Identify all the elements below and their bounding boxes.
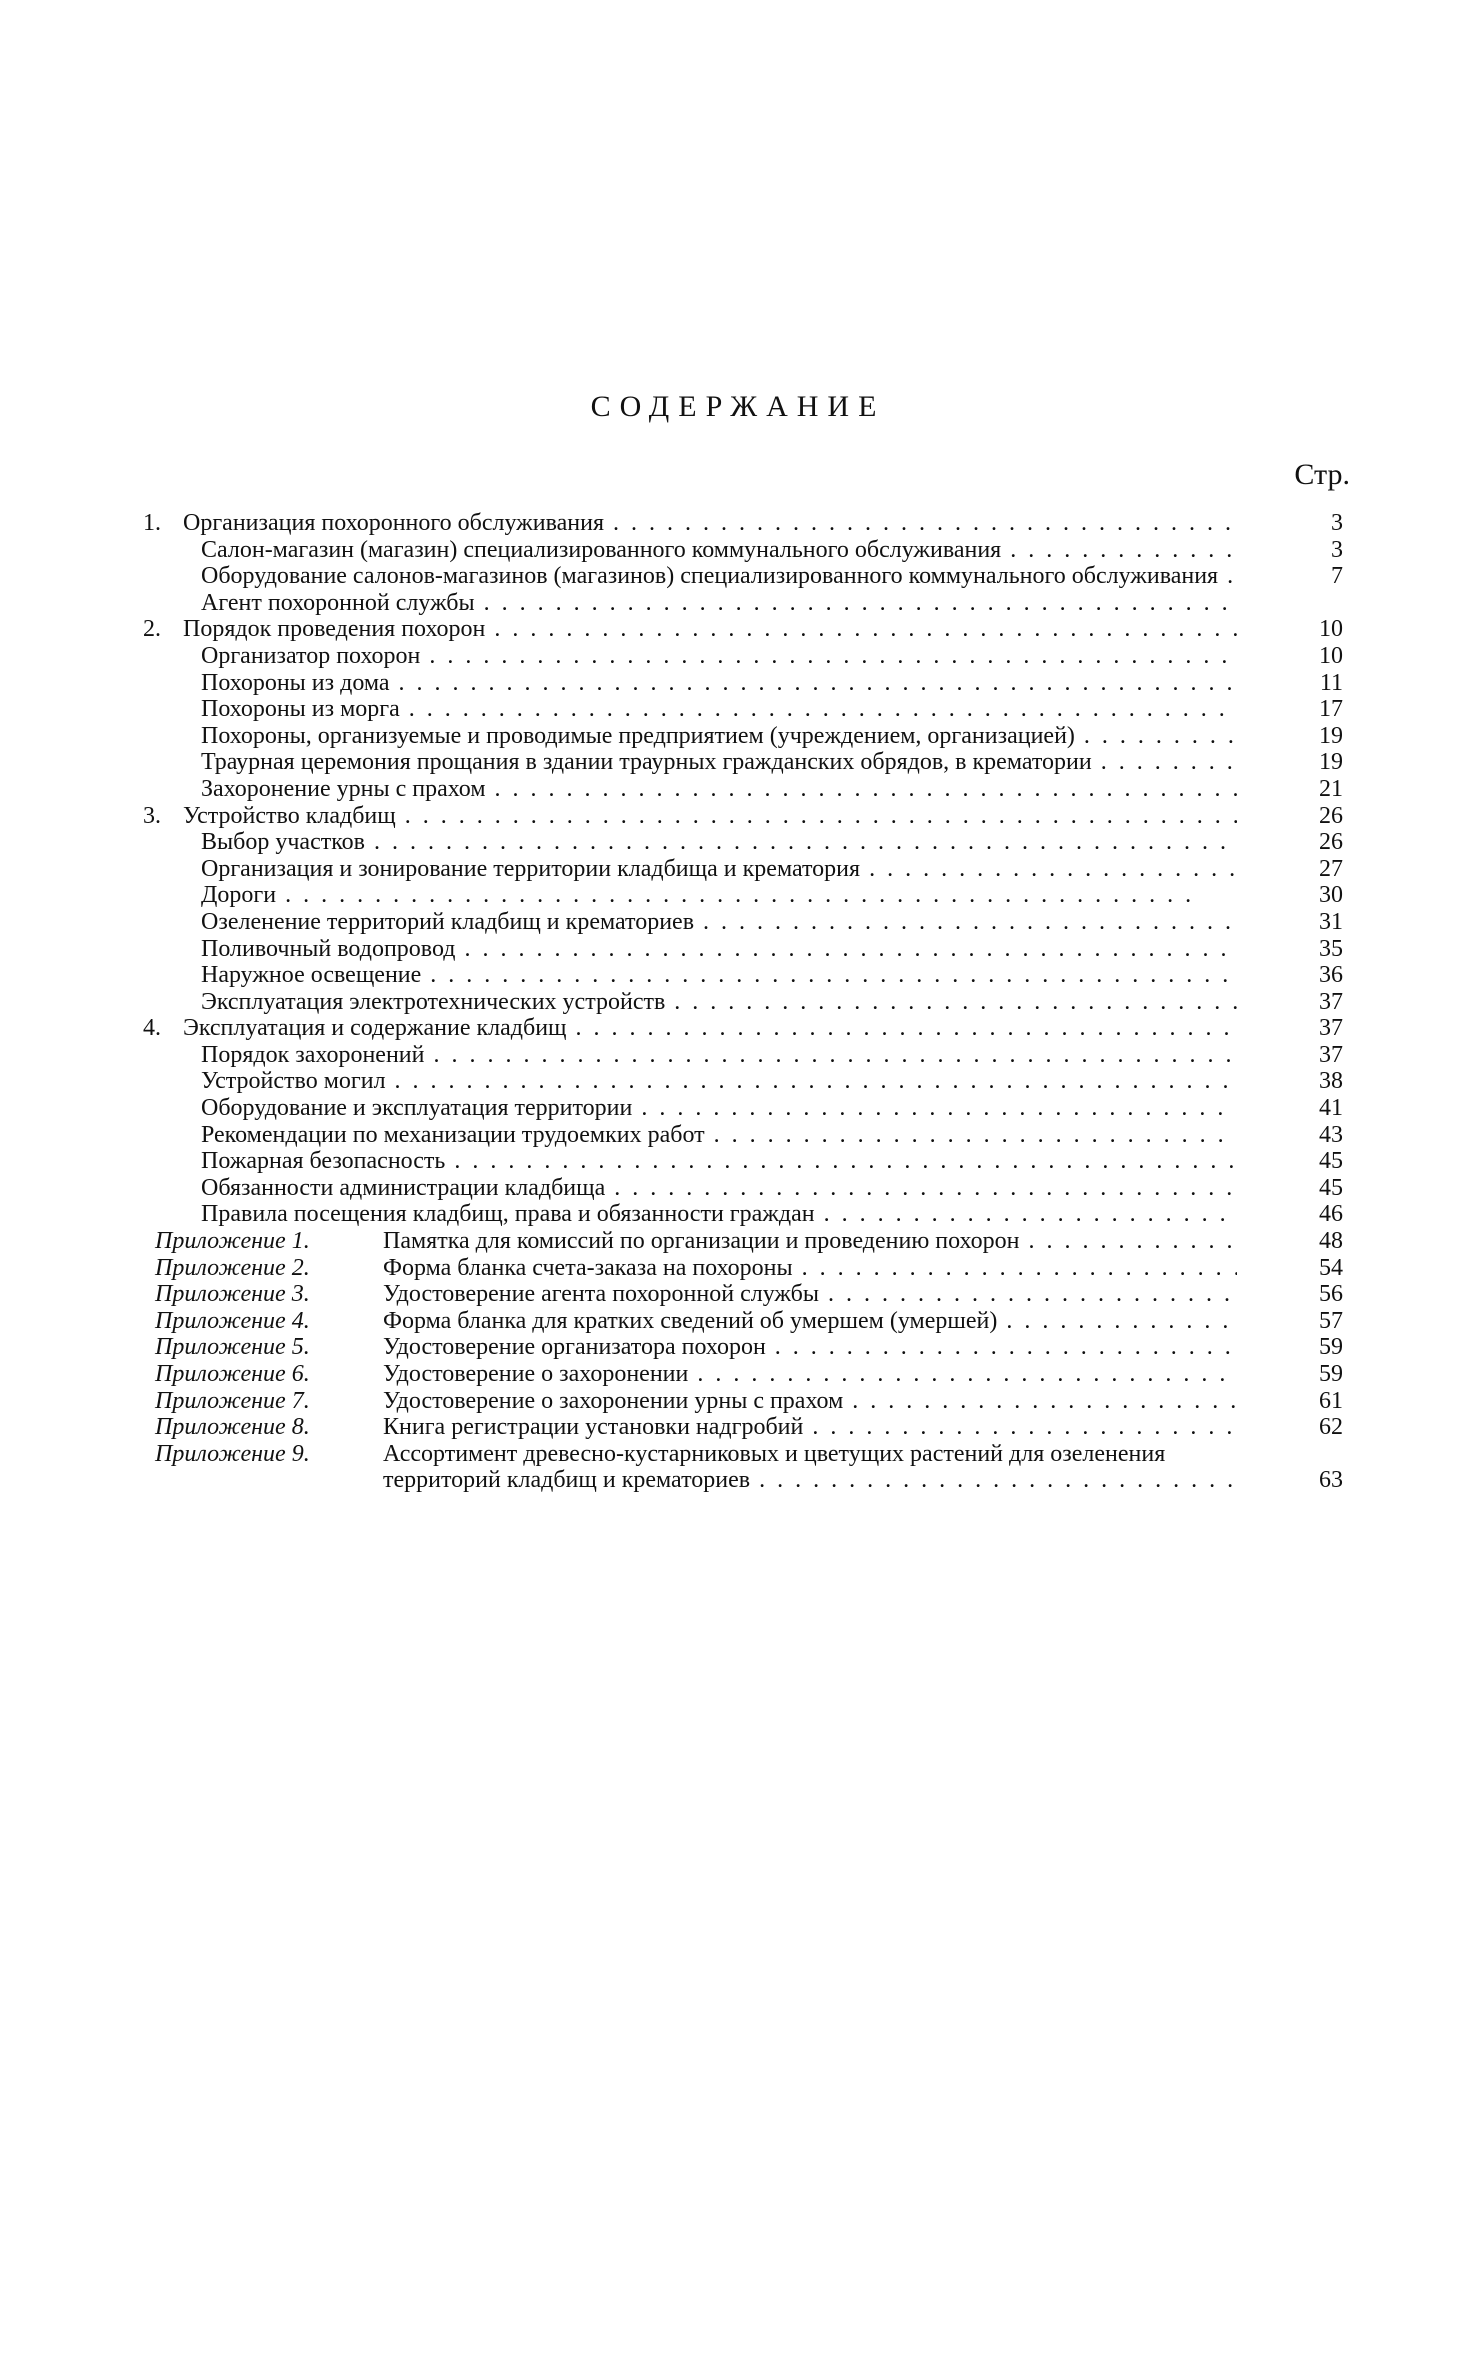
page-number: 43 (1319, 1121, 1343, 1148)
toc-item (143, 989, 1343, 1016)
toc-item (143, 723, 1343, 750)
toc-appendix (143, 1334, 1343, 1361)
entry-title: Оборудование и эксплуатация территории . . (201, 1095, 1237, 1122)
entry-title: Ассортимент древесно-кустарниковых и цветущих растений для озеленения территорий кладбищ и крематориев . . (383, 1441, 1237, 1494)
toc-section (143, 616, 1343, 643)
page-number: 38 (1319, 1068, 1343, 1095)
entry-title: Организация похоронного обслуживания . . (183, 510, 1237, 537)
toc-item (143, 563, 1343, 590)
toc-section (143, 803, 1343, 830)
entry-title: Устройство кладбищ . . (183, 803, 1237, 830)
page-number: 46 (1319, 1201, 1343, 1228)
toc-appendix (143, 1228, 1343, 1255)
entry-title: Оборудование салонов-магазинов (магазинов) специализированного коммунального обслуживания . . (201, 563, 1237, 590)
toc-item (143, 856, 1343, 883)
appendix-label: Приложение 2. (155, 1254, 310, 1281)
page-number: 26 (1319, 829, 1343, 856)
page-number: 10 (1319, 616, 1343, 643)
page-number: 19 (1319, 749, 1343, 776)
entry-title: Похороны из дома . . (201, 670, 1237, 697)
appendix-label: Приложение 5. (155, 1334, 310, 1361)
toc-appendix (143, 1388, 1343, 1415)
entry-title: Удостоверение о захоронении урны с прахом . . (383, 1388, 1237, 1415)
entry-title: Эксплуатация электротехнических устройств . . (201, 989, 1237, 1016)
page-number: 59 (1319, 1361, 1343, 1387)
page-number: 35 (1319, 935, 1343, 962)
entry-title: Наружное освещение . . (201, 962, 1237, 989)
section-number: 3. (143, 802, 161, 829)
page-number: 63 (1319, 1467, 1343, 1494)
appendix-label: Приложение 4. (155, 1307, 310, 1334)
entry-title: Эксплуатация и содержание кладбищ . . (183, 1015, 1237, 1042)
toc-item (143, 1201, 1343, 1228)
page-number: 27 (1319, 855, 1343, 882)
entry-title: Книга регистрации установки надгробий . . (383, 1414, 1237, 1441)
table-of-contents (143, 510, 1343, 1494)
entry-title: Рекомендации по механизации трудоемких работ . . (201, 1122, 1237, 1149)
page-title: СОДЕРЖАНИЕ (590, 390, 886, 423)
entry-title: Траурная церемония прощания в здании траурных гражданских обрядов, в крематории . . (201, 749, 1237, 776)
entry-title: Форма бланка счета-заказа на похороны . . (383, 1255, 1237, 1282)
toc-item (143, 1122, 1343, 1149)
toc-item (143, 590, 1343, 617)
page-number: 37 (1319, 988, 1343, 1015)
section-number: 4. (143, 1015, 161, 1042)
page-number: 45 (1319, 1148, 1343, 1175)
appendix-label: Приложение 6. (155, 1361, 310, 1387)
toc-item (143, 1175, 1343, 1202)
page-number: 59 (1319, 1334, 1343, 1361)
toc-item (143, 909, 1343, 936)
toc-appendix (143, 1441, 1343, 1494)
entry-title: Похороны, организуемые и проводимые предприятием (учреждением, организацией) . . (201, 723, 1237, 750)
toc-item (143, 1148, 1343, 1175)
toc-appendix (143, 1361, 1343, 1388)
page-number: 54 (1319, 1254, 1343, 1281)
entry-title: Поливочный водопровод . . (201, 936, 1237, 963)
section-number: 1. (143, 510, 161, 536)
appendix-label: Приложение 9. (155, 1440, 310, 1467)
appendix-label: Приложение 1. (155, 1228, 310, 1255)
toc-item (143, 1042, 1343, 1069)
page-number: 10 (1319, 642, 1343, 669)
toc-item (143, 1095, 1343, 1122)
entry-title: Обязанности администрации кладбища . . (201, 1175, 1237, 1202)
page-number: 30 (1319, 882, 1343, 909)
toc-item (143, 962, 1343, 989)
toc-item (143, 776, 1343, 803)
page-number: 37 (1319, 1041, 1343, 1068)
page-number: 21 (1319, 775, 1343, 802)
entry-title: Порядок проведения похорон . . (183, 616, 1237, 643)
page-number: 3 (1331, 510, 1343, 536)
entry-title: Салон-магазин (магазин) специализированного коммунального обслуживания . . (201, 537, 1237, 564)
entry-title: Удостоверение агента похоронной службы . . (383, 1281, 1237, 1308)
page-number: 36 (1319, 962, 1343, 989)
toc-appendix (143, 1414, 1343, 1441)
section-number: 2. (143, 616, 161, 643)
toc-item (143, 696, 1343, 723)
entry-title: Агент похоронной службы . . (201, 590, 1237, 617)
toc-item (143, 749, 1343, 776)
entry-title: Выбор участков . . (201, 829, 1237, 856)
page-number: 48 (1319, 1228, 1343, 1255)
entry-title: Форма бланка для кратких сведений об умершем (умершей) . . (383, 1308, 1237, 1335)
entry-title: Пожарная безопасность . . (201, 1148, 1237, 1175)
page-number: 19 (1319, 722, 1343, 749)
toc-item (143, 670, 1343, 697)
page-number: 7 (1331, 563, 1343, 590)
entry-title: Дороги . . (201, 882, 1237, 909)
entry-title: Устройство могил . . (201, 1068, 1237, 1095)
page-number: 3 (1331, 536, 1343, 563)
page-number: 41 (1319, 1095, 1343, 1122)
page-number: 45 (1319, 1174, 1343, 1201)
page-number: 26 (1319, 802, 1343, 829)
page-number: 37 (1319, 1015, 1343, 1042)
entry-title: Похороны из морга . . (201, 696, 1237, 723)
entry-title: Правила посещения кладбищ, права и обязанности граждан . . (201, 1201, 1237, 1228)
entry-title: Организация и зонирование территории кладбища и крематория . . (201, 856, 1237, 883)
toc-appendix (143, 1281, 1343, 1308)
toc-item (143, 882, 1343, 909)
appendix-label: Приложение 8. (155, 1414, 310, 1441)
entry-title: Удостоверение о захоронении . . (383, 1361, 1237, 1388)
page-number: 56 (1319, 1281, 1343, 1308)
toc-item (143, 829, 1343, 856)
toc-appendix (143, 1255, 1343, 1282)
page-column-label: Стр. (1294, 458, 1350, 491)
entry-title: Порядок захоронений . . (201, 1042, 1237, 1069)
toc-appendix (143, 1308, 1343, 1335)
entry-title: Захоронение урны с прахом . . (201, 776, 1237, 803)
entry-title: Озеленение территорий кладбищ и крематориев . . (201, 909, 1237, 936)
toc-item (143, 1068, 1343, 1095)
page-number: 17 (1319, 696, 1343, 723)
appendix-label: Приложение 7. (155, 1387, 310, 1414)
page-number: 61 (1319, 1387, 1343, 1414)
toc-item (143, 936, 1343, 963)
toc-item (143, 537, 1343, 564)
page-number: 57 (1319, 1307, 1343, 1334)
page-number: 11 (1319, 669, 1343, 696)
page-number: 31 (1319, 908, 1343, 935)
toc-item (143, 643, 1343, 670)
page-number: 62 (1319, 1414, 1343, 1441)
entry-title: Памятка для комиссий по организации и проведению похорон . . (383, 1228, 1237, 1255)
entry-title: Организатор похорон . . (201, 643, 1237, 670)
toc-section (143, 1015, 1343, 1042)
toc-section (143, 510, 1343, 537)
entry-title: Удостоверение организатора похорон . . (383, 1334, 1237, 1361)
appendix-label: Приложение 3. (155, 1281, 310, 1308)
